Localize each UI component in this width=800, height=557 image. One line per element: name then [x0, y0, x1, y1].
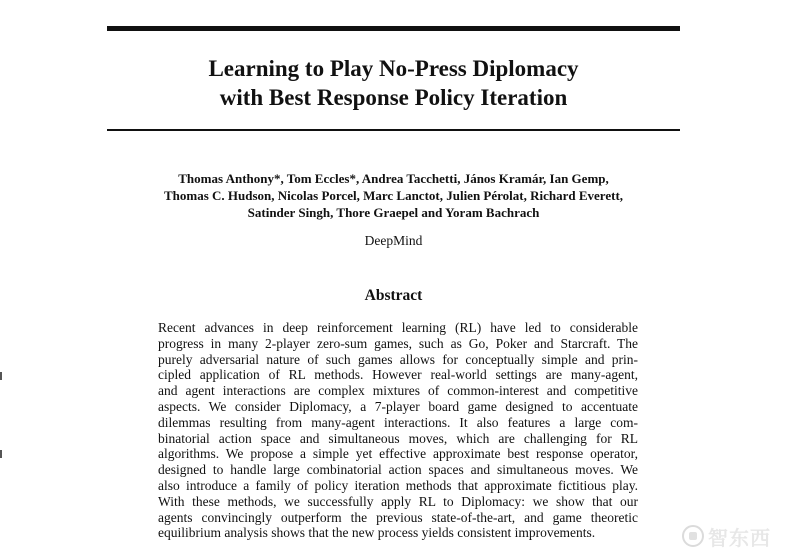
abstract-line: designed to handle large combinatorial action spaces and simultaneous moves. We — [158, 462, 638, 478]
abstract-line: purely adversarial nature of such games allows for conceptually simple and prin- — [158, 351, 638, 367]
paper-title-line-2: with Best Response Policy Iteration — [219, 85, 568, 110]
abstract-line: progress in many 2-player zero-sum games, such as Go, Poker and Starcraft. The — [158, 335, 638, 351]
margin-tick-mark — [0, 450, 2, 458]
abstract-heading: Abstract — [364, 287, 423, 304]
abstract-line: With these methods, we successfully apply RL to Diplomacy: we show that our — [158, 493, 638, 509]
watermark-logo-icon — [682, 525, 704, 547]
abstract-line: dilemmas resulting from many-agent interactions. It also features a large com- — [158, 414, 638, 430]
watermark-text: 智东西 — [708, 525, 771, 550]
abstract-line: and agent interactions are complex mixtures of common-interest and competitive — [158, 383, 638, 399]
abstract-line: cipled application of RL methods. However real-world settings are many-agent, — [158, 367, 638, 383]
watermark — [682, 521, 792, 551]
author-list — [107, 170, 680, 221]
paper-title-line-1: Learning to Play No-Press Diplomacy — [208, 56, 579, 81]
affiliation: DeepMind — [364, 233, 423, 248]
margin-tick-mark — [0, 372, 2, 380]
abstract-line: binatorial action space and simultaneous moves, which are challenging for RL — [158, 430, 638, 446]
author-line-1: Thomas Anthony*, Tom Eccles*, Andrea Tacchetti, János Kramár, Ian Gemp, — [178, 171, 609, 186]
paper-title — [107, 54, 680, 112]
abstract-line: also introduce a family of policy iteration methods that approximate fictitious play. — [158, 477, 638, 493]
abstract-body — [158, 320, 638, 541]
abstract-line: aspects. We consider Diplomacy, a 7-player board game designed to accentuate — [158, 398, 638, 414]
title-top-rule — [107, 26, 680, 31]
title-bottom-rule — [107, 129, 680, 131]
abstract-line: equilibrium analysis shows that the new process yields consistent improvements. — [158, 525, 596, 541]
abstract-line: algorithms. We propose a simple yet effective approximate best response operator, — [158, 446, 638, 462]
author-line-3: Satinder Singh, Thore Graepel and Yoram Bachrach — [247, 205, 540, 220]
abstract-line: Recent advances in deep reinforcement learning (RL) have led to considerable — [158, 320, 638, 335]
abstract-line: agents convincingly outperform the previous state-of-the-art, and game theoretic — [158, 509, 638, 525]
author-line-2: Thomas C. Hudson, Nicolas Porcel, Marc Lanctot, Julien Pérolat, Richard Everett, — [163, 188, 624, 203]
